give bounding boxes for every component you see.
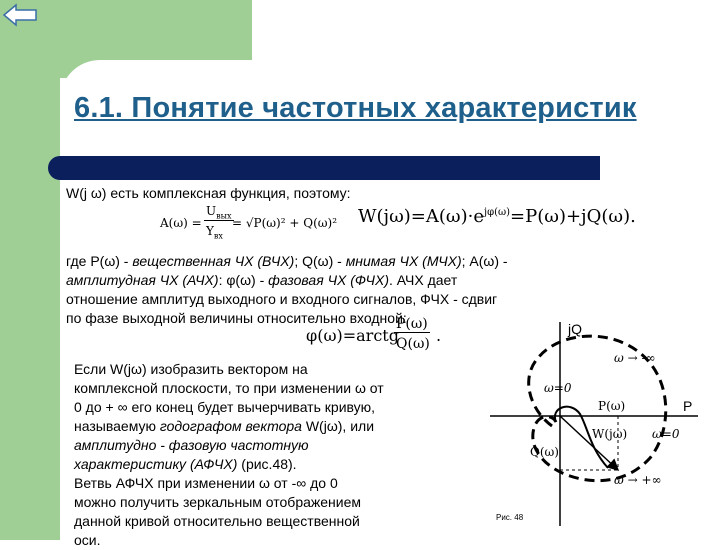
def-text: : φ(ω) - (218, 272, 269, 288)
label-w0-top: ω=0 (544, 381, 572, 395)
hodograph-line-5: амплитудно - фазовую частотную (74, 437, 309, 453)
formula1-lhs: A(ω) = (160, 216, 202, 230)
axis-label-jq: jQ (568, 321, 582, 337)
label-p-omega: P(ω) (598, 399, 626, 413)
label-plus-inf: ω → +∞ (614, 473, 662, 487)
def-real: вещественная ЧХ (ВЧХ) (132, 253, 295, 269)
def-imag: мнимая ЧХ (МЧХ) (345, 253, 462, 269)
definitions-line-1 (66, 252, 508, 271)
formula1-num: U (206, 204, 217, 218)
page-title: 6.1. Понятие частотных характеристик (74, 92, 637, 124)
hodo-text: W(jω), или (301, 418, 375, 434)
formula2-den: Q(ω) (396, 336, 430, 352)
back-arrow-icon[interactable] (2, 2, 38, 28)
hodo-term: характеристику (АФЧХ) (74, 456, 238, 472)
formula1-den-sub: вх (213, 231, 223, 241)
formula1-right2: =P(ω)+jQ(ω). (510, 206, 636, 227)
hodograph-line-8: можно получить зеркальным отображением (74, 494, 362, 510)
label-w-jomega: W(jω) (592, 427, 628, 441)
hodo-text: называемую (74, 418, 160, 434)
def-text: . АЧХ дает (388, 272, 458, 288)
formula1-numerator (204, 204, 234, 221)
label-q-omega: Q(ω) (530, 445, 559, 459)
formula1-right: W(jω)=A(ω)·e (358, 206, 484, 227)
hodograph-line-2: комплексной плоскости, то при изменении ω от (74, 380, 384, 396)
hodograph-line-9: данной кривой относительно вещественной (74, 513, 360, 529)
intro-text: W(j ω) есть комплексная функция, поэтому: (66, 185, 351, 201)
green-side-strip (0, 0, 60, 540)
def-text: ; A(ω) - (461, 253, 508, 269)
figure-caption: Рис. 48 (496, 513, 524, 522)
hodo-text: (рис.48). (237, 456, 297, 472)
definitions-line-2 (66, 271, 457, 290)
transfer-function-formula (358, 206, 636, 227)
hodo-term: годографом вектора (159, 418, 302, 434)
hodograph-line-7: Ветвь АФЧХ при изменении ω от -∞ до 0 (74, 475, 338, 491)
formula1-num-sub: вых (216, 211, 232, 221)
formula1-denominator (204, 224, 225, 240)
label-minus-inf: ω → -∞ (614, 351, 656, 365)
afch-hodograph-diagram (490, 318, 715, 528)
axis-label-p: P (683, 398, 693, 414)
title-divider-bar (48, 156, 600, 180)
def-amplitude: амплитудная ЧХ (АЧХ) (66, 272, 219, 288)
label-w0-right: ω=0 (652, 427, 680, 441)
definitions-line-4: по фазе выходной величины относительно входной: (66, 310, 407, 326)
formula2-lhs: φ(ω)=arctg (306, 326, 399, 345)
def-phase: фазовая ЧХ (ФЧХ) (268, 272, 389, 288)
hodograph-line-1: Если W(jω) изобразить вектором на (74, 361, 308, 377)
formula2-end: . (436, 326, 442, 345)
def-text: ; Q(ω) - (294, 253, 346, 269)
definitions-line-3: отношение амплитуд выходного и входного сигналов, ФЧХ - сдвиг (66, 291, 498, 307)
formula1-rhs: = √P(ω)² + Q(ω)² (232, 216, 338, 230)
phase-formula (306, 316, 446, 356)
formula1-exp: jφ(ω) (483, 207, 511, 218)
vector-w (560, 416, 618, 470)
def-text: где P(ω) - (66, 253, 133, 269)
hodograph-line-6 (74, 455, 297, 474)
hodograph-line-4 (74, 417, 374, 436)
formula1-den: Y (206, 224, 214, 238)
hodograph-line-3: 0 до + ∞ его конец будет вычерчивать кривую, (74, 399, 376, 415)
formula2-num: P(ω) (396, 316, 428, 332)
hodograph-line-10: оси. (74, 532, 101, 548)
